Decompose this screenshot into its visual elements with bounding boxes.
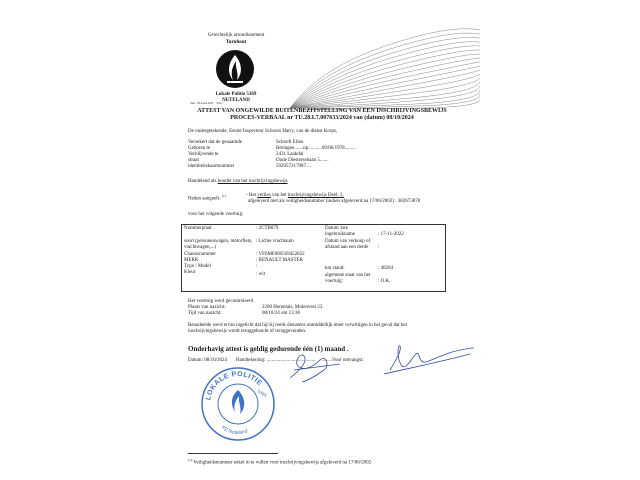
holder-line (188, 179, 288, 185)
first-reg-label: Datum 1ste (325, 226, 348, 231)
stamp-number: 5369 (256, 388, 268, 398)
signatures (280, 340, 476, 390)
stamp-top-text: LOKALE POLITIE (205, 370, 264, 401)
model-label: Type / Model (184, 264, 211, 269)
vehicle-table (181, 224, 446, 292)
state-label: algemene staat van het voertuig: (325, 273, 371, 284)
label-id: identiteitskaartnummer (188, 164, 235, 169)
police-logo (215, 48, 255, 90)
reported-line1-a: - Het (246, 193, 257, 198)
reported-document: inschrijvingsbewijs Deel: 2, (287, 193, 344, 198)
value-street: Oude Diestersebaan 5....... (276, 158, 329, 163)
value-name: Schooft Ellen (276, 140, 304, 145)
court-city: Turnhout (225, 40, 247, 45)
sale-label: Datum van verkoop of afstand aan een derde (325, 239, 371, 250)
type-label: soort (personenwagen, motorfiets, vrachtwagen,...) (184, 239, 253, 250)
police-name: Lokale Politie 5369 (215, 92, 257, 97)
stamp-bottom-text: PZ Neteland (220, 424, 249, 437)
sign-received: ........Voor ontvangst: (322, 358, 364, 363)
label-street: straat (188, 158, 199, 163)
type-value: : Lichte vrachtauto (256, 239, 294, 244)
tel: Tel.: 014/44.100 (190, 101, 213, 105)
brand-value: : RENAULT MASTER (256, 258, 303, 263)
pv-number: PROCES-VERBAAL nr TU.28.L7.007633/2024 van (datum) 08/10/2024 (230, 115, 414, 121)
reported-line1-c: van het (271, 193, 287, 198)
holder-link: houder van het inschrijvingsbewijs (217, 179, 288, 184)
signature-recipient (390, 346, 474, 370)
fax: Fax : (216, 101, 224, 105)
time-value: 08/10/24 om 13:36 (262, 311, 301, 316)
chassis-label: Chassisnummer (184, 252, 216, 257)
label-birth: Geboren te (188, 146, 211, 151)
time-label: Tijd van nazicht: (188, 311, 222, 316)
tel-fax (190, 101, 224, 105)
state-value: : O.K. (378, 279, 391, 284)
sale-value: : (378, 245, 380, 250)
police-stamp (200, 366, 276, 442)
place-value: 2200 Herentals, Molenvest 23. (262, 305, 324, 310)
validity-text: Onderhavig attest is geldig gedurende één (1) maand . (188, 345, 349, 353)
brand-label: MERK (184, 258, 199, 263)
vehicle-intro: voor het volgende voertuig: (188, 212, 244, 217)
footnote-line (188, 457, 371, 467)
footnote-divider (188, 453, 278, 454)
holder-prefix: Handelend als (188, 179, 217, 184)
value-id: 592057317987.... (276, 164, 311, 169)
reported-label: Heden aangeeft: (188, 196, 221, 202)
checked-title: Het voertuig werd gecontroleerd (188, 299, 254, 304)
model-value: : (256, 264, 258, 269)
police-region: NETELAND (222, 98, 250, 103)
reported-label-wrap (188, 193, 226, 203)
place-label: Plaats van nazicht: (188, 305, 226, 310)
signature-officer-stroke (294, 364, 340, 370)
color-value: : wit (256, 272, 266, 277)
signature-officer (290, 355, 327, 382)
reported-lost: verlies (257, 193, 271, 198)
first-reg-value: : 17-11-2022 (378, 232, 404, 237)
doc-title: ATTEST VAN ONGEWILDE BUITENBEZITSTELLING VAN EEN INSCHRIJVINGSBEWIJS (197, 108, 447, 114)
km-value: : 48264 (378, 266, 394, 271)
decorative-wave-lines (290, 28, 480, 110)
reported-line2: afgeleverd met als veiligheidsnummer (indien afgeleverd na 17/06/2002) : 382673878 (248, 199, 421, 204)
footnote-text: Veiligheidsnummer enkel in te vullen voor inschrijvingsbewijs afgeleverd na 17/06/2002 (193, 460, 372, 466)
plate-label: Nummerplaat (184, 226, 212, 231)
color-label: Kleur (184, 270, 196, 275)
sign-date: Datum: 08/10/2024 (188, 358, 228, 363)
intro-text: De ondergetekende, Eerste Inspecteur Schoors Harry, van de dienst Korps, (188, 129, 338, 134)
km-label: km stand: (325, 266, 345, 271)
first-reg-label2: ingebruikname (325, 232, 355, 237)
signature-recipient-stroke (384, 354, 470, 374)
label-residence: Verblijvende te (188, 152, 219, 157)
chassis-value: : VF6MF000569452832 (256, 252, 305, 257)
footnote-marker: (1) (188, 458, 193, 462)
value-residence: 2431 Laakdal (276, 152, 304, 157)
reported-footnote: (1) (221, 194, 226, 198)
stamp-flame-icon (232, 390, 244, 414)
value-birth: Beringen.......op...........09/06/1978......... (276, 146, 356, 151)
plate-value: : 2CTB879 (256, 226, 279, 231)
sign-handtekening: Handtekening: ....................................... (236, 358, 316, 363)
label-name: Verzekert dat de genaamde (188, 140, 242, 145)
note-text: Benadeelde werd ervan ingelicht dat hij/zij reeds dienstens onmiddellijk moet verwittigen in het geval dat het inschrijvingsbewijs wordt teruggebracht of teruggevonden. (188, 323, 407, 334)
court-name: Gerechtelijk arrondissement (207, 33, 265, 38)
